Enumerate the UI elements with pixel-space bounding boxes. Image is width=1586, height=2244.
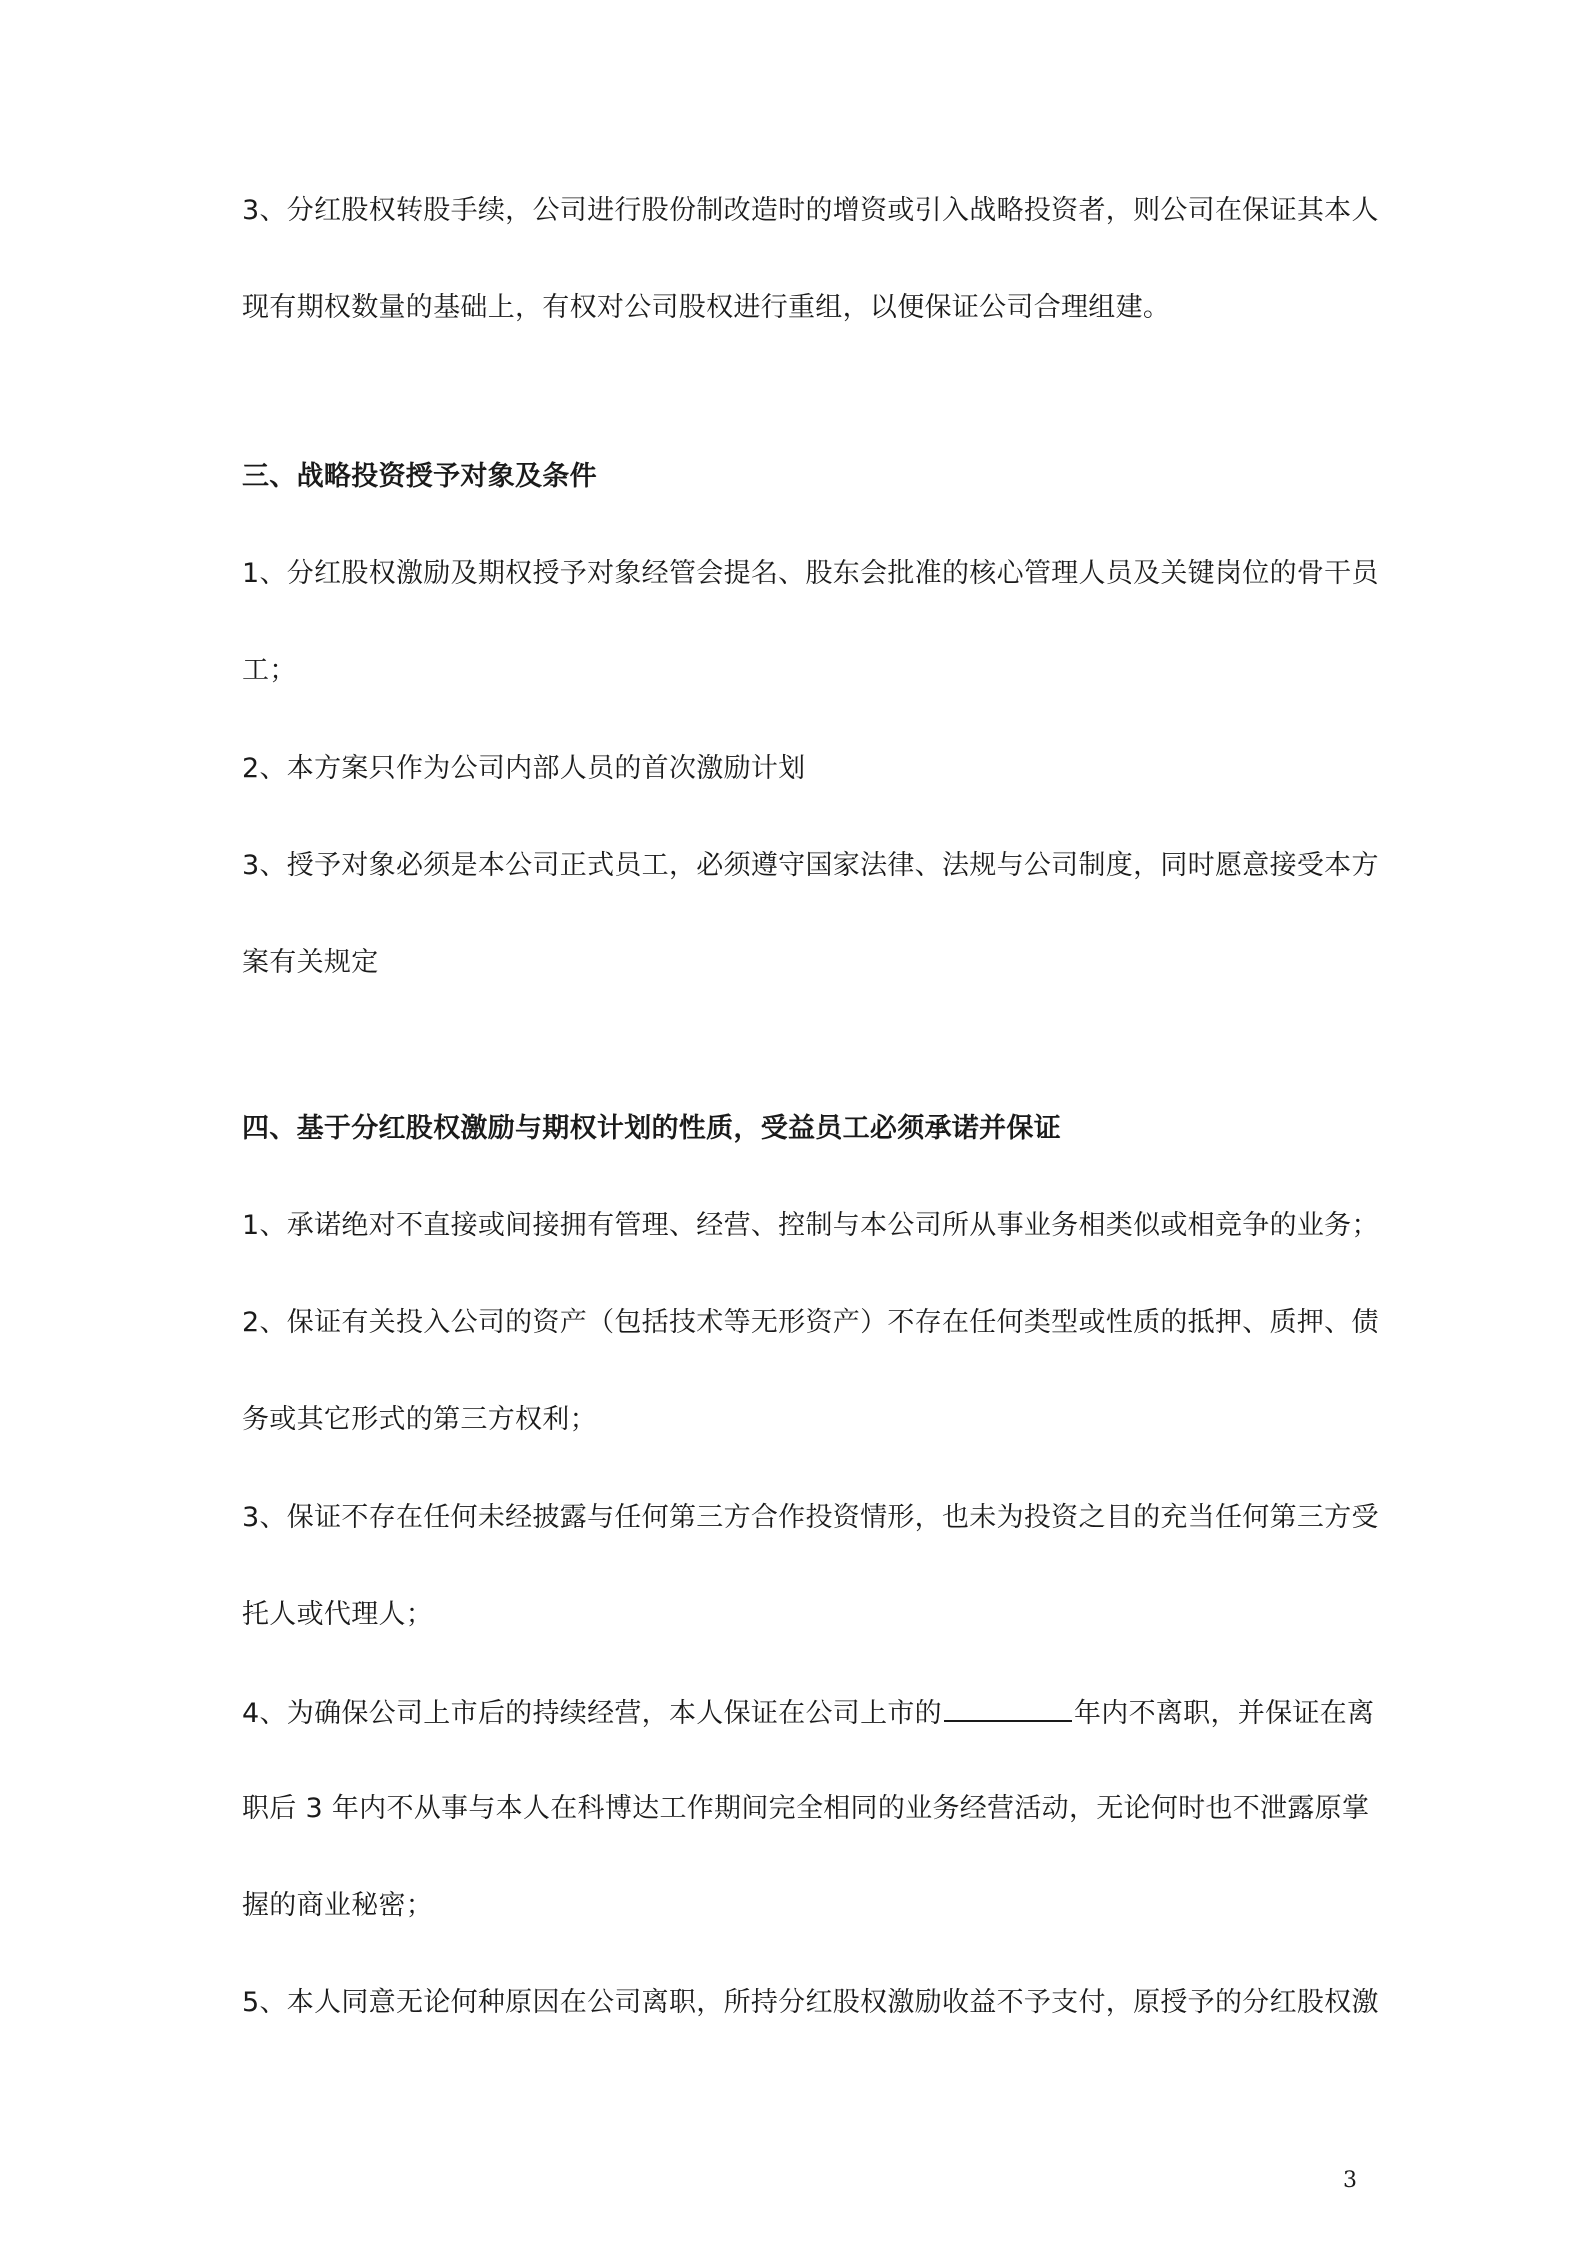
- paragraph-text: 4、为确保公司上市后的持续经营，本人保证在公司上市的: [242, 1698, 942, 1729]
- section-heading: 三、战略投资授予对象及条件: [242, 461, 597, 492]
- paragraph-line: 2、本方案只作为公司内部人员的首次激励计划: [242, 753, 806, 784]
- paragraph-line: 5、本人同意无论何种原因在公司离职，所持分红股权激励收益不予支付，原授予的分红股权激: [242, 1987, 1379, 2018]
- paragraph-line: 1、承诺绝对不直接或间接拥有管理、经营、控制与本公司所从事业务相类似或相竞争的业务；: [242, 1210, 1379, 1241]
- paragraph-line: 3、分红股权转股手续，公司进行股份制改造时的增资或引入战略投资者，则公司在保证其本人: [242, 195, 1379, 226]
- section-heading: 四、基于分红股权激励与期权计划的性质，受益员工必须承诺并保证: [242, 1113, 1061, 1144]
- paragraph-line: [242, 1694, 1375, 1732]
- paragraph-line: 3、保证不存在任何未经披露与任何第三方合作投资情形，也未为投资之目的充当任何第三方受: [242, 1502, 1379, 1533]
- page-number: 3: [1343, 2168, 1357, 2193]
- paragraph-line: 务或其它形式的第三方权利；: [242, 1404, 597, 1435]
- paragraph-line: 2、保证有关投入公司的资产（包括技术等无形资产）不存在任何类型或性质的抵押、质押、债: [242, 1307, 1379, 1338]
- paragraph-line: 工；: [242, 655, 297, 686]
- fill-in-blank[interactable]: [944, 1694, 1072, 1722]
- paragraph-line: 握的商业秘密；: [242, 1890, 434, 1921]
- paragraph-line: 托人或代理人；: [242, 1599, 434, 1630]
- paragraph-line: 案有关规定: [242, 947, 379, 978]
- paragraph-line: 职后 3 年内不从事与本人在科博达工作期间完全相同的业务经营活动，无论何时也不泄露原掌: [242, 1793, 1370, 1824]
- paragraph-line: 现有期权数量的基础上，有权对公司股权进行重组，以便保证公司合理组建。: [242, 292, 1171, 323]
- paragraph-text: 年内不离职，并保证在离: [1073, 1698, 1375, 1729]
- paragraph-line: 3、授予对象必须是本公司正式员工，必须遵守国家法律、法规与公司制度，同时愿意接受本方: [242, 850, 1379, 881]
- paragraph-line: 1、分红股权激励及期权授予对象经管会提名、股东会批准的核心管理人员及关键岗位的骨干员: [242, 558, 1379, 589]
